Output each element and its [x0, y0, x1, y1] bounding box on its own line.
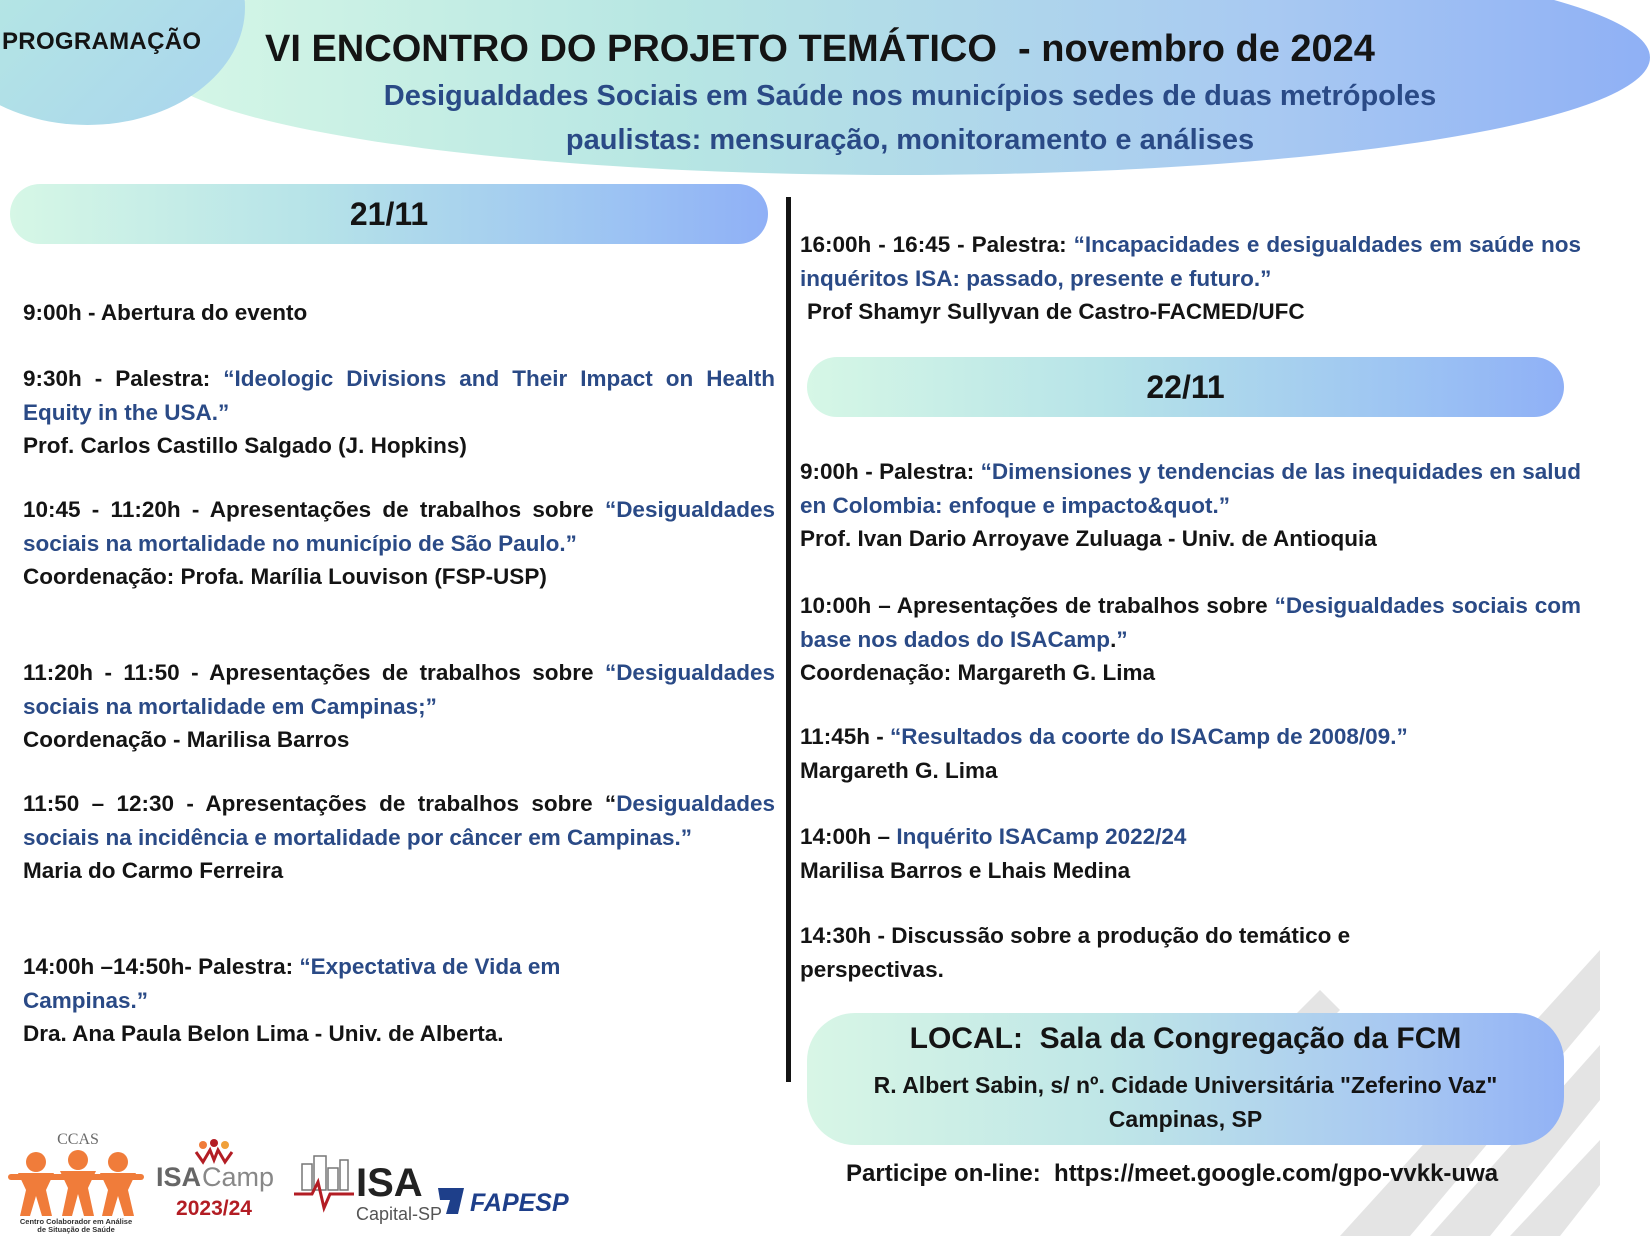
day2-header: 22/11 — [807, 357, 1564, 417]
page-title: VI ENCONTRO DO PROJETO TEMÁTICO - novembro de 2024 — [265, 28, 1375, 70]
session-title: “Ideologic Divisions and Their Impact on Health Equity in the USA.” — [23, 366, 776, 425]
programacao-label: PROGRAMAÇÃO — [2, 28, 202, 55]
column-divider — [786, 197, 791, 1082]
session-title: “Desigualdades sociais na mortalidade em Campinas;” — [23, 660, 775, 719]
session-speaker: Marilisa Barros e Lhais Medina — [800, 857, 1131, 883]
isa-capital-sub: Capital-SP — [356, 1204, 443, 1224]
session-speaker: Prof Shamyr Sullyvan de Castro-FACMED/UFC — [807, 299, 1305, 324]
local-place: Sala da Congregação da FCM — [1039, 1022, 1462, 1055]
session-speaker: Dra. Ana Paula Belon Lima - Univ. de Alberta. — [23, 1021, 504, 1046]
day2-session-1 — [800, 455, 1581, 556]
session-title: “Incapacidades e desigualdades em saúde nos inquéritos ISA: passado, presente e futuro.” — [800, 232, 1581, 291]
ccas-name: CCAS — [57, 1131, 99, 1148]
session-title: “Desigualdades sociais com base nos dados do ISACamp — [800, 593, 1582, 652]
session-time: 14:00h – — [800, 824, 897, 849]
fapesp-mark-icon — [438, 1188, 464, 1214]
page-subtitle — [340, 74, 1480, 162]
city-skyline-icon — [302, 1156, 348, 1190]
day2-session-2 — [800, 589, 1581, 690]
opening-text: 9:00h - Abertura do evento — [23, 300, 308, 325]
session-time: 14:00h –14:50h- Palestra: — [23, 954, 300, 979]
session-speaker: Margareth G. Lima — [800, 757, 998, 783]
ccas-caption-1: Centro Colaborador em Análise — [19, 1217, 133, 1226]
session-text: 14:30h - Discussão sobre a produção do temático e perspectivas. — [800, 923, 1351, 982]
programacao-tab — [0, 0, 245, 125]
session-title: Desigualdades sociais na incidência e mortalidade por câncer em Campinas.” — [23, 791, 775, 850]
day2-session-4 — [800, 820, 1581, 887]
ccas-logo — [6, 1128, 146, 1233]
session-title-close: ” — [1116, 626, 1128, 652]
fapesp-logo — [436, 1182, 582, 1222]
session-time: 16:00h - 16:45 - Palestra: — [800, 232, 1074, 257]
session-time: 11:45h - — [800, 724, 891, 749]
day2-session-5 — [800, 919, 1440, 986]
fapesp-name: FAPESP — [470, 1189, 569, 1217]
people-icon — [196, 1139, 232, 1162]
session-title-period: . — [1110, 626, 1117, 652]
day1-header: 21/11 — [10, 184, 768, 244]
local-label: LOCAL: — [909, 1022, 1023, 1055]
session-time: 9:00h - Palestra: — [800, 459, 981, 484]
session-title: “Expectativa de Vida em Campinas.” — [23, 954, 561, 1013]
day1-session-2 — [23, 362, 775, 463]
subtitle-line-2: paulistas: mensuração, monitoramento e análises — [565, 124, 1255, 156]
heartbeat-icon — [294, 1182, 354, 1208]
session-title: Inquérito ISACamp 2022/24 — [896, 824, 1187, 849]
day1-session-6 — [23, 950, 643, 1051]
subtitle-line-1: Desigualdades Sociais em Saúde nos municípios sedes de duas metrópoles — [383, 80, 1437, 112]
session-speaker: Coordenação - Marilisa Barros — [23, 727, 350, 752]
session-speaker: Prof. Carlos Castillo Salgado (J. Hopkins) — [23, 433, 467, 458]
local-title — [807, 1022, 1564, 1056]
session-time: 9:30h - Palestra: — [23, 366, 224, 391]
day1-session-5 — [23, 787, 775, 888]
ccas-caption-2: de Situação de Saúde — [37, 1225, 115, 1234]
session-title: “Desigualdades sociais na mortalidade no município de São Paulo.” — [23, 497, 775, 556]
day1-session-7 — [800, 228, 1581, 329]
day1-session-opening — [23, 296, 775, 330]
session-time: 11:50 – 12:30 - Apresentações de trabalhos sobre “ — [23, 791, 617, 816]
session-time: 10:45 - 11:20h - Apresentações de trabalhos sobre — [23, 497, 605, 522]
local-address — [807, 1068, 1564, 1136]
isacamp-years: 2023/24 — [176, 1197, 252, 1220]
session-title: “Resultados da coorte do ISACamp de 2008/09.” — [890, 724, 1408, 749]
isacamp-logo — [156, 1138, 276, 1223]
address-line-2: Campinas, SP — [1108, 1106, 1263, 1132]
session-speaker: Coordenação: Margareth G. Lima — [800, 660, 1156, 685]
isacamp-isa: ISA — [156, 1162, 202, 1192]
session-time: 11:20h - 11:50 - Apresentações de trabalhos sobre — [23, 660, 605, 685]
day1-session-3 — [23, 493, 775, 594]
isa-capital-name: ISA — [356, 1161, 423, 1205]
session-time: 10:00h – Apresentações de trabalhos sobre — [800, 593, 1275, 618]
address-line-1: R. Albert Sabin, s/ nº. Cidade Universitária "Zeferino Vaz" — [873, 1072, 1498, 1098]
isacamp-camp: Camp — [202, 1162, 275, 1192]
session-speaker: Maria do Carmo Ferreira — [23, 858, 284, 883]
session-speaker: Coordenação: Profa. Marília Louvison (FSP-USP) — [23, 564, 547, 589]
day2-session-3 — [800, 720, 1581, 787]
isa-capital-logo — [294, 1152, 443, 1224]
session-title: “Dimensiones y tendencias de las inequidades en salud en Colombia: enfoque e impacto&quot.” — [800, 459, 1581, 518]
online-link-text[interactable]: Participe on-line: https://meet.google.com/gpo-vvkk-uwa — [846, 1160, 1499, 1187]
day1-session-4 — [23, 656, 775, 757]
session-speaker: Prof. Ivan Dario Arroyave Zuluaga - Univ. de Antioquia — [800, 526, 1377, 551]
